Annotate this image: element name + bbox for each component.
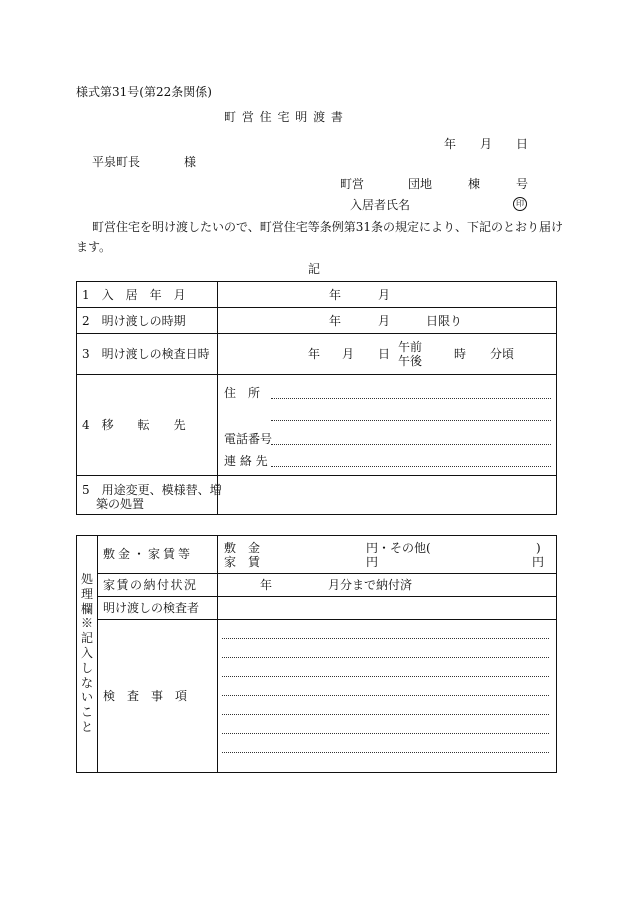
date-day-label: 日 — [516, 137, 529, 151]
date-year-label: 年 — [444, 137, 457, 151]
rent-status-label: 家賃の納付状況 — [103, 578, 198, 592]
disposal-label-line-1: 5 用途変更、模様替、増 — [82, 483, 222, 497]
rent-yen: 円 — [366, 555, 379, 569]
vacate-until: 日限り — [426, 314, 463, 328]
vacate-month: 月 — [378, 314, 391, 328]
deposit-close-paren: ) — [536, 541, 541, 555]
contact-label: 連 絡 先 — [224, 454, 268, 468]
inspection-note-line — [222, 638, 549, 639]
move-in-label: 1 入 居 年 月 — [82, 288, 186, 302]
inspection-note-line — [222, 695, 549, 696]
room-number-label: 号 — [516, 177, 529, 191]
phone-line — [271, 444, 551, 445]
body-text-line-2: ます。 — [76, 240, 112, 254]
inspector-label: 明け渡しの検査者 — [103, 601, 200, 615]
inspection-items-label: 検 査 事 項 — [103, 689, 188, 703]
address-line-2 — [271, 420, 551, 421]
phone-label: 電話番号 — [224, 432, 273, 446]
inspection-minute: 分頃 — [490, 347, 515, 361]
inspection-label: 3 明け渡しの検査日時 — [82, 347, 210, 361]
ki-heading: 記 — [308, 262, 321, 276]
inspection-note-line — [222, 714, 549, 715]
deposit-yen-other: 円・その他( — [366, 541, 431, 555]
processing-table — [76, 535, 557, 773]
inspection-note-line — [222, 752, 549, 753]
estate-label: 団地 — [408, 177, 433, 191]
rent-status-year: 年 — [260, 578, 273, 592]
inspection-note-line — [222, 733, 549, 734]
disposal-label-line-2: 築の処置 — [96, 497, 145, 511]
building-label: 棟 — [468, 177, 481, 191]
rent-status-paid: 月分まで納付済 — [328, 578, 413, 592]
inspection-hour: 時 — [454, 347, 467, 361]
inspection-month: 月 — [342, 347, 355, 361]
inspection-year: 年 — [308, 347, 321, 361]
addressee-name: 平泉町長 — [92, 155, 141, 169]
deposit-rent-label: 敷金・家賃等 — [103, 547, 194, 561]
rent-yen-2: 円 — [532, 555, 545, 569]
addressee-honorific: 様 — [184, 155, 197, 169]
inspection-note-line — [222, 657, 549, 658]
rent-label: 家 賃 — [224, 555, 261, 569]
move-in-year: 年 — [329, 288, 342, 302]
processing-side-label: 処理欄※記入しないこと — [80, 572, 93, 734]
body-text-line-1: 町営住宅を明け渡したいので、町営住宅等条例第31条の規定により、下記のとおり届け — [92, 220, 564, 234]
move-in-month: 月 — [378, 288, 391, 302]
seal-mark: 印 — [513, 197, 527, 211]
destination-label: 4 移 転 先 — [82, 418, 186, 432]
inspection-day: 日 — [378, 347, 391, 361]
vacate-date-label: 2 明け渡しの時期 — [82, 314, 186, 328]
page-title: 町 営 住 宅 明 渡 書 — [224, 110, 344, 124]
town-housing-label: 町営 — [340, 177, 365, 191]
contact-line — [271, 466, 551, 467]
deposit-label: 敷 金 — [224, 541, 261, 555]
inspection-pm: 午後 — [398, 354, 423, 368]
inspection-am: 午前 — [398, 340, 423, 354]
resident-name-label: 入居者氏名 — [350, 198, 411, 212]
form-number: 様式第31号(第22条関係) — [76, 85, 212, 99]
inspection-note-line — [222, 676, 549, 677]
address-line — [271, 398, 551, 399]
vacate-year: 年 — [329, 314, 342, 328]
date-month-label: 月 — [480, 137, 493, 151]
address-label: 住 所 — [224, 386, 261, 400]
